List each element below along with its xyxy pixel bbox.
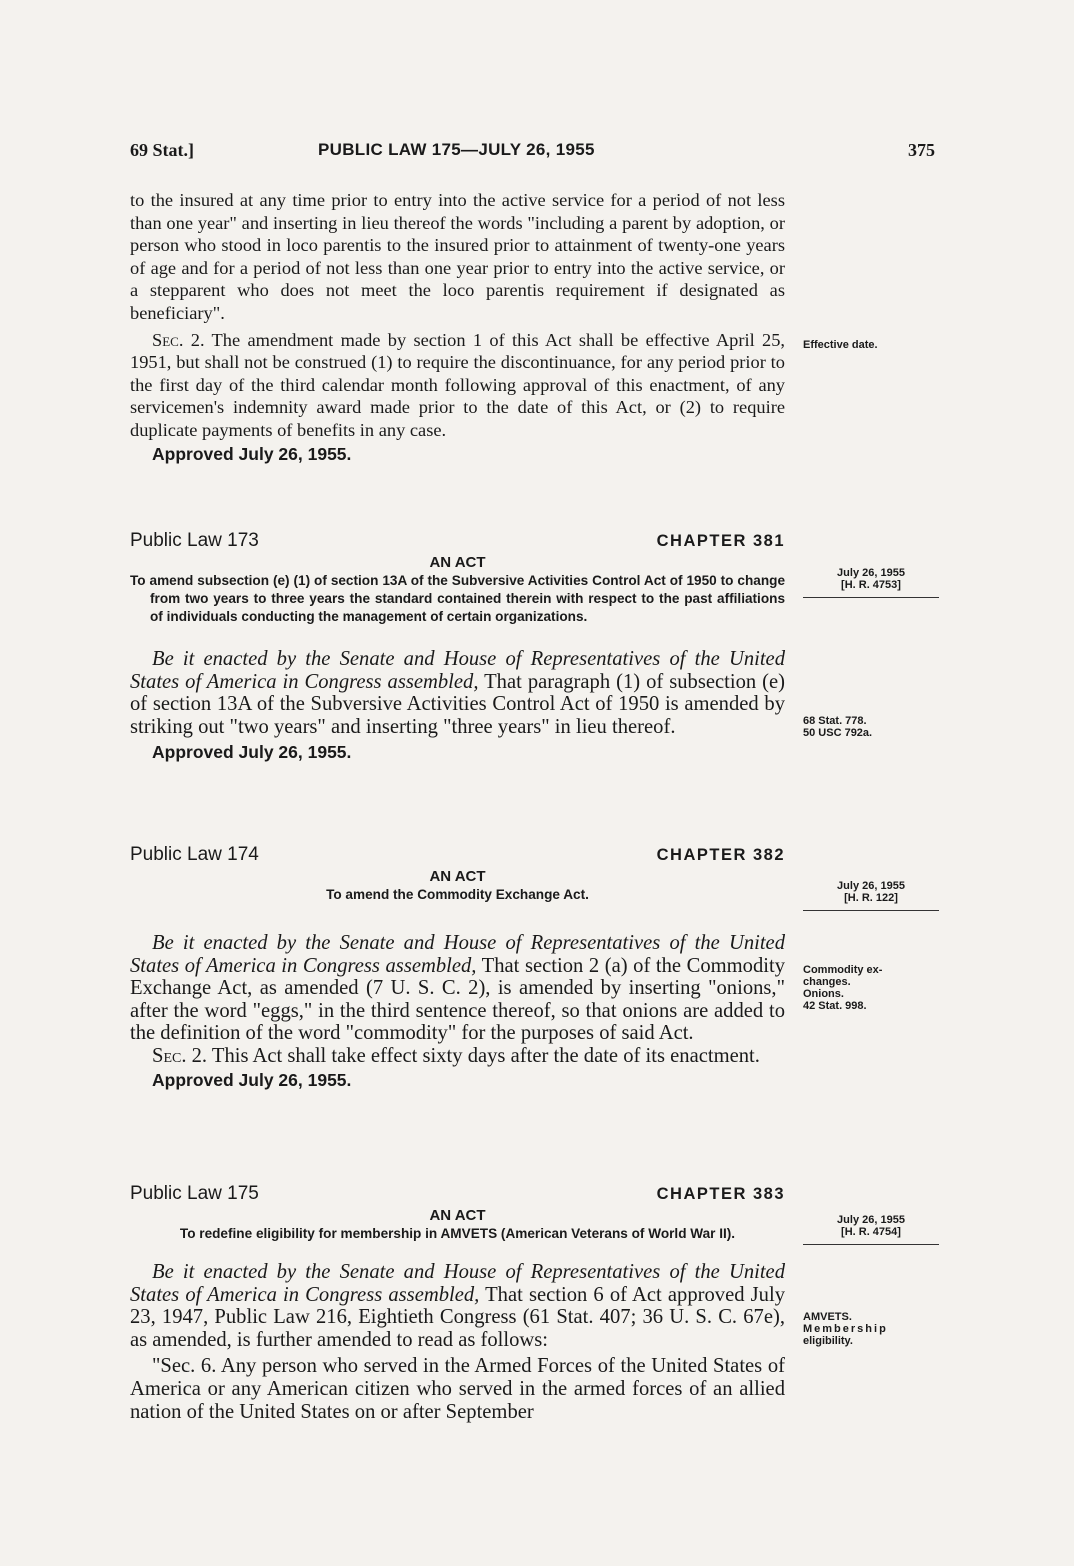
- continuation-paragraph: to the insured at any time prior to entry into the active service for a period of not less than one year" and inserting in lieu thereof the words "including a parent by adoption, or person who stood in loco parentis to the insured prior to attainment of twenty-one years of age and for a period of not less than one year prior to entry into the active service, or a stepparent who does not meet the loco parentis requirement if designated as beneficiary".: [130, 190, 785, 323]
- section-label: Sec. 2.: [152, 1044, 208, 1067]
- an-act-label: AN ACT: [429, 868, 486, 885]
- page-number: 375: [908, 140, 935, 160]
- act-title: To amend subsection (e) (1) of section 13A of the Subversive Activities Control Act of 1950 to change from two years to three years the standard contained therein with respect to the past affiliations of individuals conducting the management of certain organizations.: [130, 573, 785, 624]
- enacting-clause: Be it enacted by the Senate and House of Representatives of the United States of America in Congress assembled,: [130, 932, 785, 977]
- body-text: That paragraph (1) of subsection (e) of section 13A of the Subversive Activities Control Act of 1950 is amended by striking out "two years" and inserting "three years" in lieu thereof.: [130, 670, 786, 738]
- law-175-heading: [130, 1183, 785, 1207]
- law-173-margin-citation: [803, 567, 939, 598]
- law-175-section: [130, 1183, 785, 1423]
- law-173-heading: [130, 530, 785, 554]
- side-note: Onions.: [803, 988, 844, 1000]
- bill-number: [H. R. 4753]: [841, 579, 901, 591]
- section-text: The amendment made by section 1 of this Act shall be effective April 25, 1951, but shall not be construed (1) to require the discontinuance, for any period prior to the first day of the third calendar month following approval of this enactment, of any servicemen's indemnity award made prior to the date of this Act, or (2) to require duplicate payments of benefits in any case.: [130, 329, 786, 440]
- law-174-body: [130, 932, 785, 1045]
- an-act-label: AN ACT: [429, 554, 486, 571]
- approved-line: Approved July 26, 1955.: [152, 742, 352, 763]
- law-175-margin-notes: [803, 1311, 943, 1347]
- law-175-body: [130, 1261, 785, 1351]
- law-174-section: [130, 844, 785, 1092]
- side-note: Membership: [803, 1323, 888, 1335]
- side-note: changes.: [803, 976, 851, 988]
- body-text: That section 6 of Act approved July 23, 1947, Public Law 216, Eightieth Congress (61 Stat. 407; 36 U. S. C. 67e), as amended, is further amended to read as follows:: [130, 1283, 785, 1351]
- approval-date: July 26, 1955: [837, 880, 905, 892]
- statute-citation: 68 Stat. 778.: [803, 715, 867, 727]
- side-note: eligibility.: [803, 1335, 853, 1347]
- page-title: PUBLIC LAW 175—JULY 26, 1955: [318, 140, 595, 159]
- statute-citation: 42 Stat. 998.: [803, 1000, 867, 1012]
- side-note: AMVETS.: [803, 1311, 852, 1323]
- bill-number: [H. R. 4754]: [841, 1226, 901, 1238]
- act-title: To amend the Commodity Exchange Act.: [326, 887, 589, 902]
- approval-date: July 26, 1955: [837, 567, 905, 579]
- approval-date: July 26, 1955: [837, 1214, 905, 1226]
- approved-line: Approved July 26, 1955.: [152, 1069, 352, 1090]
- law-173-body: [130, 648, 785, 738]
- approved-line: Approved July 26, 1955.: [152, 443, 352, 464]
- continuation-sec2: [130, 329, 785, 442]
- law-174-margin-citation: [803, 880, 939, 911]
- margin-note-effective: Effective date.: [803, 339, 878, 351]
- chapter-number: CHAPTER 383: [656, 1185, 785, 1203]
- side-note: Commodity ex-: [803, 964, 883, 976]
- an-act-label: AN ACT: [429, 1207, 486, 1224]
- law-174-margin-notes: [803, 964, 943, 1012]
- section-text: This Act shall take effect sixty days after the date of its enactment.: [207, 1044, 760, 1067]
- chapter-number: CHAPTER 382: [656, 846, 785, 864]
- enacting-clause: Be it enacted by the Senate and House of Representatives of the United States of America in Congress assembled,: [130, 648, 785, 693]
- public-law-number: Public Law 174: [130, 844, 259, 865]
- law-173-section: [130, 530, 785, 764]
- volume-reference: 69 Stat.]: [130, 140, 194, 160]
- act-title: To redefine eligibility for membership in AMVETS (American Veterans of World War II).: [179, 1226, 736, 1241]
- body-text: That section 2 (a) of the Commodity Exchange Act, as amended (7 U. S. C. 2), is amended by inserting "onions," after the word "eggs," in the third sentence thereof, so that onions are added to the definition of the word "commodity" for the purposes of said Act.: [130, 954, 785, 1045]
- enacting-clause: Be it enacted by the Senate and House of Representatives of the United States of America in Congress assembled,: [130, 1261, 785, 1306]
- continuation-section: [130, 189, 785, 466]
- code-citation: 50 USC 792a.: [803, 727, 873, 739]
- law-175-margin-citation: [803, 1214, 939, 1245]
- law-174-heading: [130, 844, 785, 868]
- public-law-number: Public Law 173: [130, 530, 259, 551]
- running-header: [130, 140, 935, 170]
- bill-number: [H. R. 122]: [844, 892, 898, 904]
- public-law-number: Public Law 175: [130, 1183, 259, 1204]
- section-label: Sec. 2.: [152, 329, 205, 350]
- chapter-number: CHAPTER 381: [656, 532, 785, 550]
- law-173-margin-statute: [803, 715, 943, 739]
- law-174-sec2: [130, 1045, 785, 1068]
- law-175-sec6: "Sec. 6. Any person who served in the Armed Forces of the United States of America or any American citizen who served in the armed forces of an allied nation of the United States on or after September: [130, 1355, 785, 1423]
